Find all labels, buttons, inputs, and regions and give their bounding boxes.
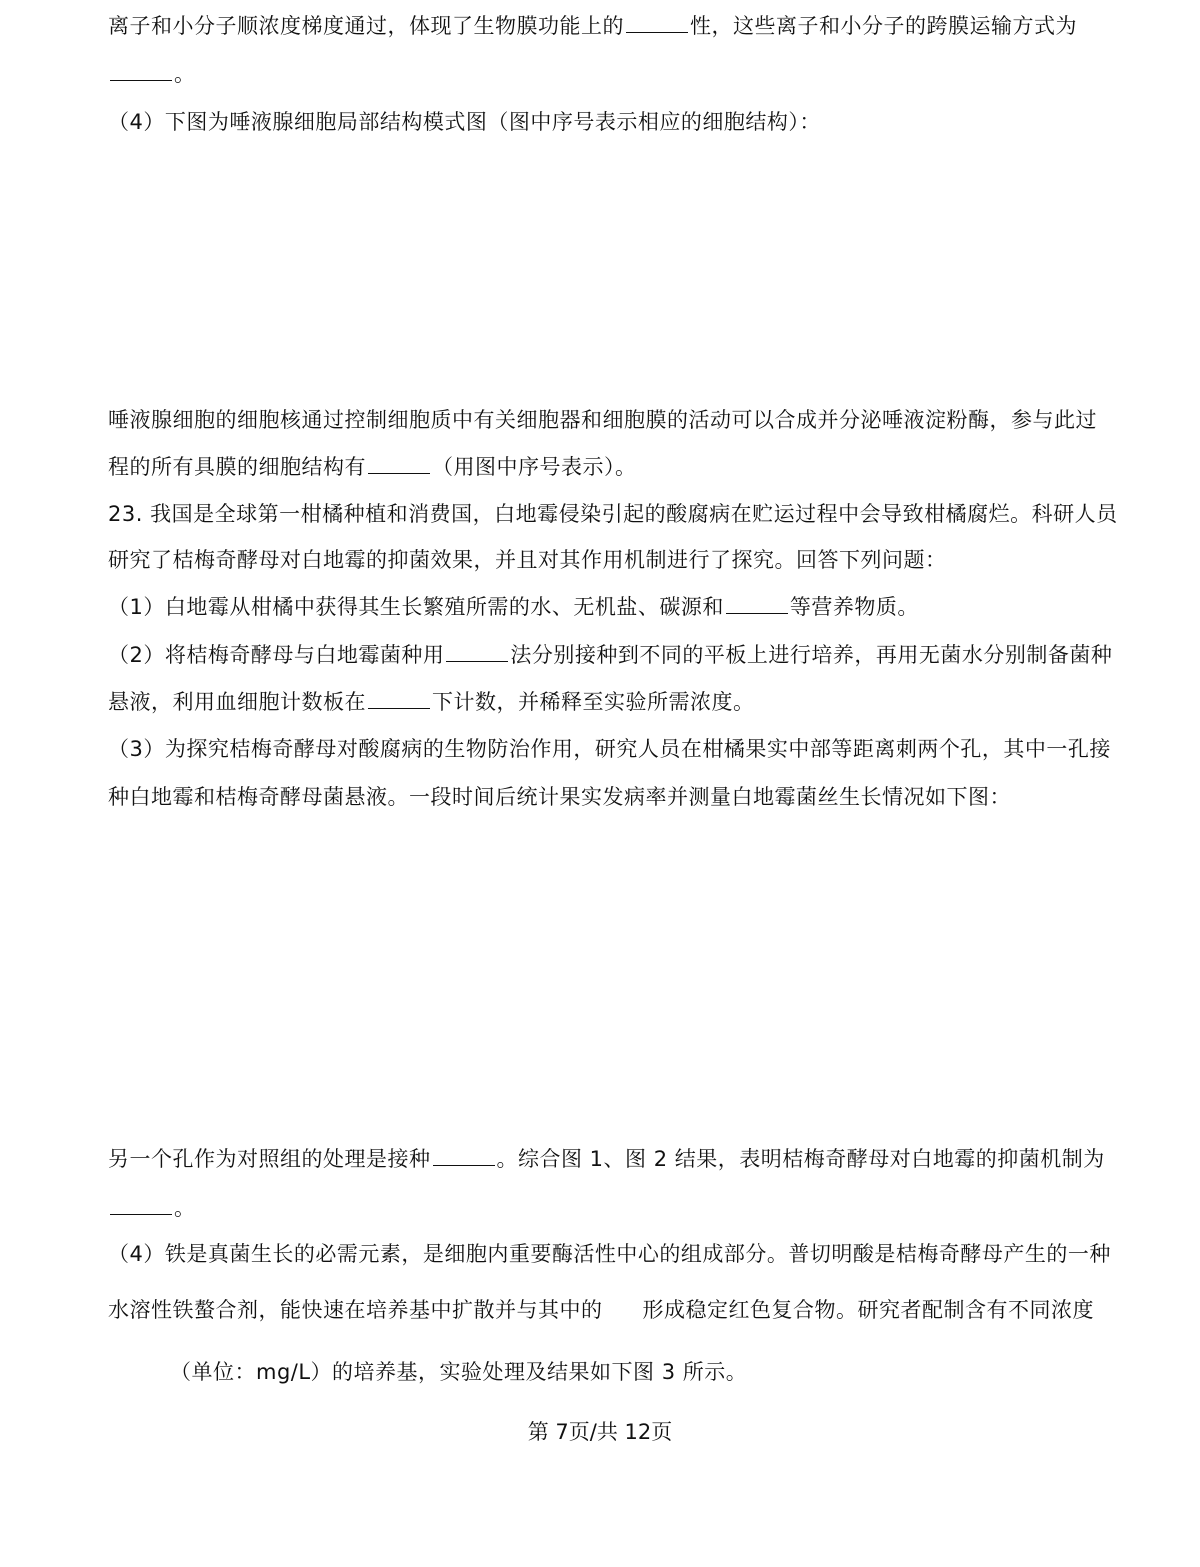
- text-segment: 悬液，利用血细胞计数板在: [108, 690, 366, 714]
- text-segment: （1）白地霉从柑橘中获得其生长繁殖所需的水、无机盐、碳源和: [108, 595, 724, 619]
- text-line: [108, 453, 637, 481]
- text-line: [108, 688, 755, 716]
- text-segment: 另一个孔作为对照组的处理是接种: [108, 1147, 431, 1171]
- text-line: （单位：mg/L）的培养基，实验处理及结果如下图 3 所示。: [170, 1360, 748, 1384]
- text-segment: 离子和小分子顺浓度梯度通过，体现了生物膜功能上的: [108, 14, 624, 38]
- text-segment: 法分别接种到不同的平板上进行培养，再用无菌水分别制备菌种: [510, 643, 1113, 667]
- text-line: （3）为探究桔梅奇酵母对酸腐病的生物防治作用，研究人员在柑橘果实中部等距离刺两个孔，其中一孔接: [108, 737, 1111, 761]
- text-line: 唾液腺细胞的细胞核通过控制细胞质中有关细胞器和细胞膜的活动可以合成并分泌唾液淀粉酶，参与此过: [108, 408, 1097, 432]
- answer-blank: [446, 645, 508, 662]
- text-line: [108, 60, 196, 88]
- text-line: [108, 641, 1112, 669]
- text-segment: （2）将桔梅奇酵母与白地霉菌种用: [108, 643, 445, 667]
- text-line: [108, 12, 1077, 40]
- text-line: [108, 1194, 196, 1222]
- text-segment: （用图中序号表示）。: [432, 455, 637, 479]
- figure-placeholder-fig1-fig2: [108, 825, 1088, 1135]
- text-line: 研究了桔梅奇酵母对白地霉的抑菌效果，并且对其作用机制进行了探究。回答下列问题：: [108, 548, 947, 572]
- text-line: （4）铁是真菌生长的必需元素，是细胞内重要酶活性中心的组成部分。普切明酸是桔梅奇酵母产生的一种: [108, 1242, 1111, 1266]
- text-segment: 程的所有具膜的细胞结构有: [108, 455, 366, 479]
- figure-placeholder-cell-structure: [108, 150, 1088, 390]
- text-line: 种白地霉和桔梅奇酵母菌悬液。一段时间后统计果实发病率并测量白地霉菌丝生长情况如下图：: [108, 785, 1011, 809]
- question-4-intro: （4）下图为唾液腺细胞局部结构模式图（图中序号表示相应的细胞结构）：: [108, 110, 821, 134]
- text-segment: 水溶性铁螯合剂，能快速在培养基中扩散并与其中的: [108, 1298, 603, 1322]
- text-line: [108, 1145, 1105, 1173]
- answer-blank: [368, 692, 430, 709]
- text-segment: 下计数，并稀释至实验所需浓度。: [432, 690, 755, 714]
- text-segment: 形成稳定红色复合物。研究者配制含有不同浓度: [642, 1298, 1094, 1322]
- answer-blank: [110, 64, 172, 81]
- answer-blank: [110, 1198, 172, 1215]
- text-segment: 等营养物质。: [789, 595, 919, 619]
- question-23-title: 23. 我国是全球第一柑橘种植和消费国，白地霉侵染引起的酸腐病在贮运过程中会导致柑橘腐烂。科研人员: [108, 502, 1118, 526]
- text-segment: 。综合图 1、图 2 结果，表明桔梅奇酵母对白地霉的抑菌机制为: [496, 1147, 1105, 1171]
- answer-blank: [368, 457, 430, 474]
- text-segment: 。: [174, 1196, 196, 1220]
- text-segment: 。: [174, 62, 196, 86]
- page-footer: 第 7页/共 12页: [527, 1420, 673, 1444]
- answer-blank: [626, 16, 688, 33]
- answer-blank: [726, 597, 788, 614]
- text-line: [108, 593, 919, 621]
- answer-blank: [433, 1149, 495, 1166]
- text-segment: 性，这些离子和小分子的跨膜运输方式为: [690, 14, 1077, 38]
- text-line: [108, 1296, 1094, 1324]
